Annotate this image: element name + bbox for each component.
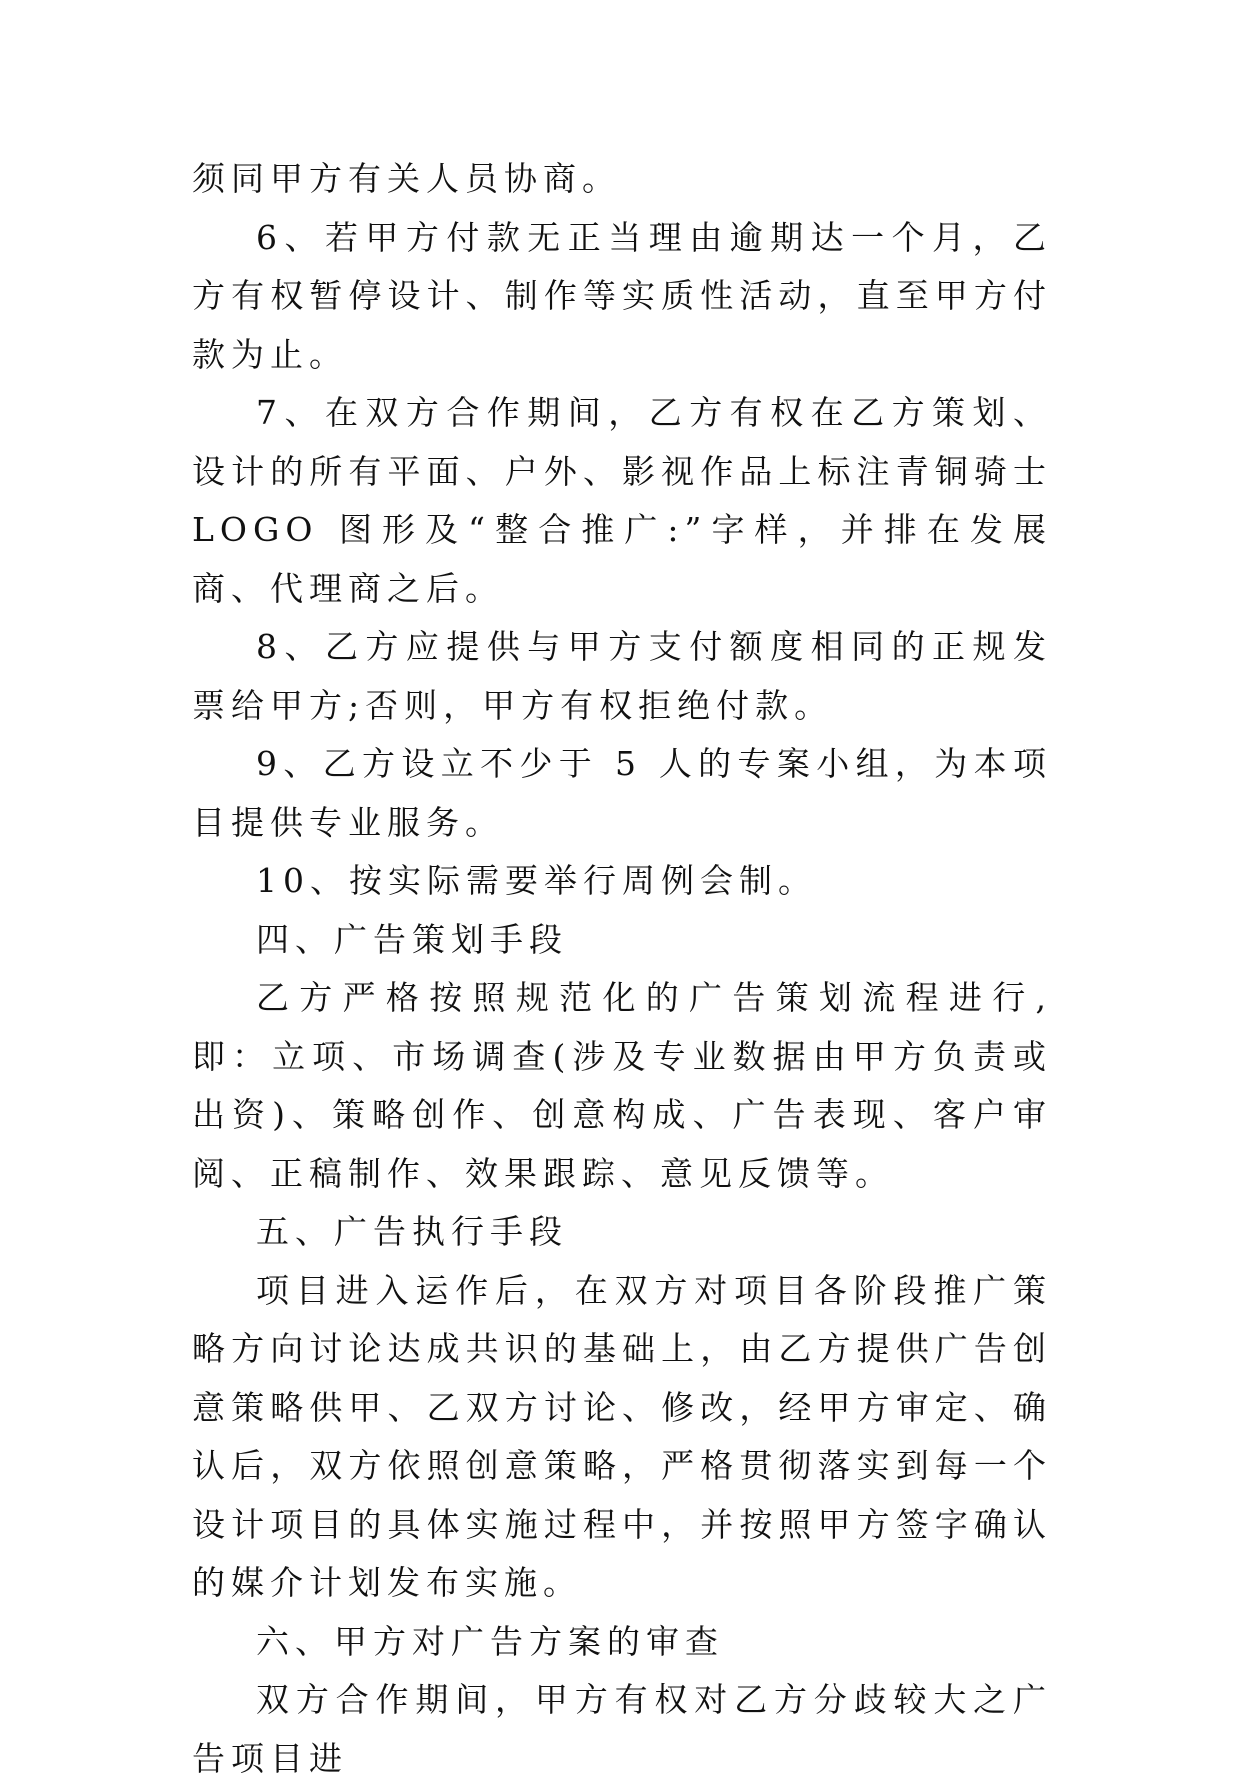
paragraph-clause-10: 10、按实际需要举行周例会制。	[256, 861, 817, 900]
paragraph-clause-6: 6、若甲方付款无正当理由逾期达一个月，乙方有权暂停设计、制作等实质性活动，直至甲方付款为止。	[192, 217, 1052, 374]
document-body	[192, 150, 1052, 1788]
section-heading-6: 六、甲方对广告方案的审查	[256, 1621, 724, 1661]
paragraph-section-6-body: 双方合作期间，甲方有权对乙方分歧较大之广告项目进	[192, 1680, 1052, 1778]
paragraph-clause-9: 9、乙方设立不少于 5 人的专案小组，为本项目提供专业服务。	[192, 744, 1052, 842]
paragraph-section-5-body: 项目进入运作后，在双方对项目各阶段推广策略方向讨论达成共识的基础上，由乙方提供广告创意策略供甲、乙双方讨论、修改，经甲方审定、确认后，双方依照创意策略，严格贯彻落实到每一个设计项目的具体实施过程中，并按照甲方签字确认的媒介计划发布实施。	[192, 1270, 1052, 1602]
paragraph-section-4-body: 乙方严格按照规范化的广告策划流程进行,即：立项、市场调查(涉及专业数据由甲方负责或出资)、策略创作、创意构成、广告表现、客户审阅、正稿制作、效果跟踪、意见反馈等。	[192, 978, 1052, 1193]
section-heading-5: 五、广告执行手段	[256, 1212, 568, 1251]
paragraph-clause-8: 8、乙方应提供与甲方支付额度相同的正规发票给甲方;否则，甲方有权拒绝付款。	[192, 627, 1052, 725]
paragraph-clause-7: 7、在双方合作期间，乙方有权在乙方策划、设计的所有平面、户外、影视作品上标注青铜骑士 LOGO 图形及“整合推广:”字样，并排在发展商、代理商之后。	[192, 393, 1052, 608]
paragraph-continuation: 须同甲方有关人员协商。	[192, 159, 621, 198]
section-heading-4: 四、广告策划手段	[256, 919, 568, 959]
